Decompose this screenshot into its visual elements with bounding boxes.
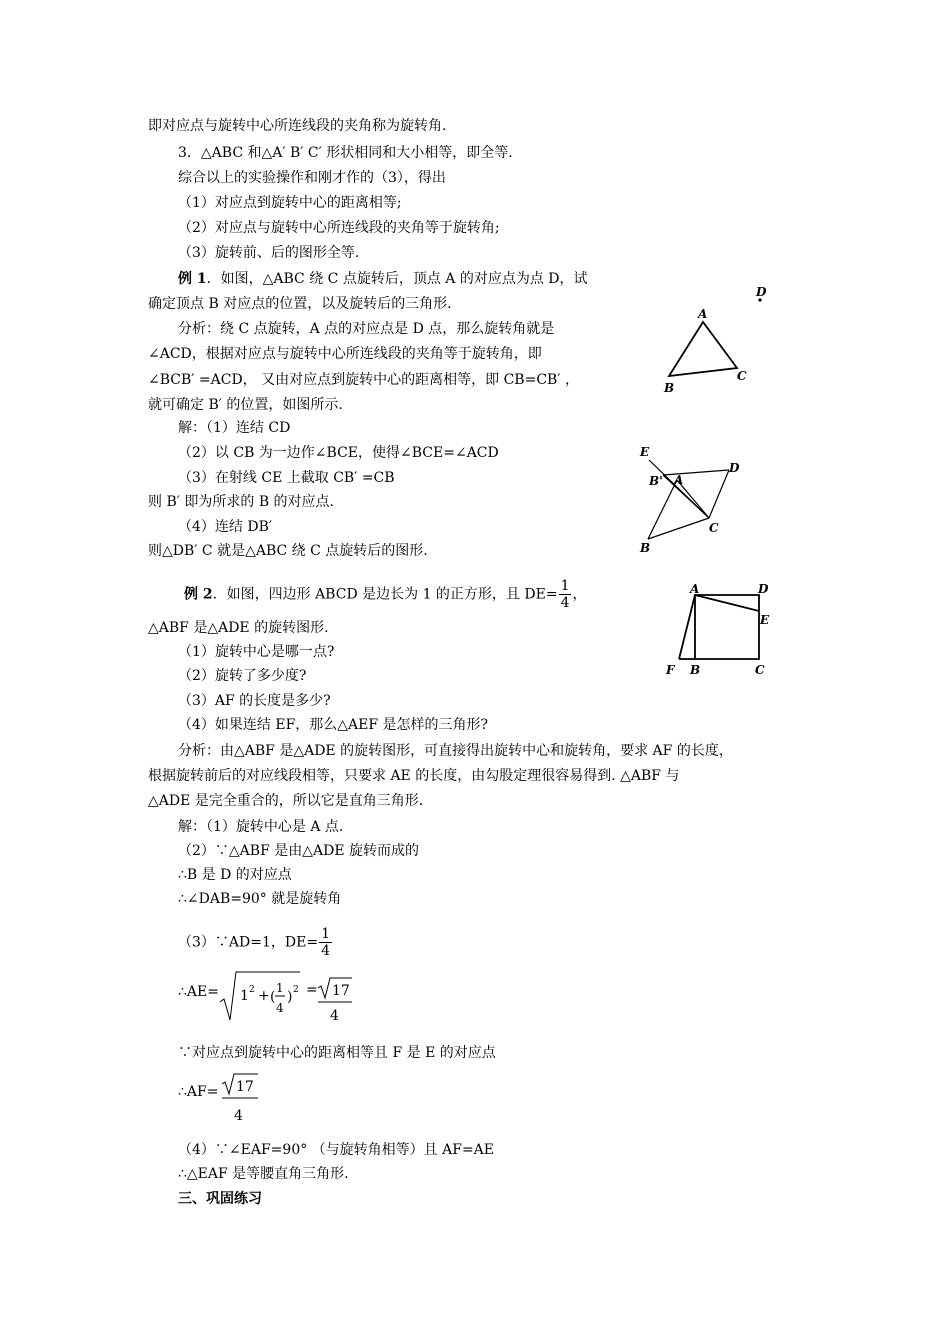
- af-label: ∴AF=: [178, 1084, 219, 1100]
- text-line: ∴B 是 D 的对应点: [178, 867, 292, 883]
- svg-text:B: B: [640, 541, 651, 555]
- svg-text:+: +: [258, 988, 270, 1004]
- svg-text:2: 2: [293, 985, 299, 995]
- svg-text:B: B: [690, 663, 701, 677]
- svg-text:F: F: [666, 663, 675, 677]
- text-line: 则△DB′ C 就是△ABC 绕 C 点旋转后的图形.: [148, 543, 428, 559]
- svg-text:4: 4: [330, 1008, 339, 1024]
- solution-de-line: （3）∵AD=1，DE= $\frac{1}{4}$: [178, 926, 330, 959]
- svg-text:17: 17: [332, 983, 350, 999]
- svg-text:E: E: [760, 613, 770, 627]
- text-line: ∴△EAF 是等腰直角三角形.: [178, 1166, 349, 1182]
- svg-text:D: D: [758, 582, 769, 596]
- text-line: （2）∵△ABF 是由△ADE 旋转而成的: [178, 843, 420, 859]
- af-formula: [218, 1072, 268, 1130]
- figure-triangle-abc: [655, 282, 785, 402]
- text-line: （3）旋转前、后的图形全等.: [178, 245, 360, 261]
- text-line: △ABF 是△ADE 的旋转图形.: [148, 620, 329, 636]
- svg-text:1: 1: [240, 988, 249, 1004]
- svg-text:2: 2: [249, 985, 255, 995]
- text-line: （2）对应点与旋转中心所连线段的夹角等于旋转角;: [178, 220, 500, 236]
- svg-text:=: =: [306, 982, 318, 998]
- text-line: 即对应点与旋转中心所连线段的夹角称为旋转角.: [148, 118, 447, 134]
- text-line: △ADE 是完全重合的，所以它是直角三角形.: [148, 793, 424, 809]
- svg-text:D: D: [729, 461, 740, 475]
- example-1-line: 例 1．如图，△ABC 绕 C 点旋转后，顶点 A 的对应点为点 D，试: [178, 271, 588, 287]
- example-2-line: 例 2．如图，四边形 ABCD 是边长为 1 的正方形，且 DE= $\frac{1}{4}$ ，: [184, 578, 587, 611]
- example-1-label: 例 1: [178, 271, 207, 287]
- figure-square-abcd: [660, 580, 780, 680]
- svg-text:C: C: [709, 521, 719, 535]
- svg-text:4: 4: [276, 1001, 284, 1015]
- svg-text:A: A: [690, 582, 700, 596]
- svg-text:C: C: [755, 663, 765, 677]
- ae-label: ∴AE=: [178, 984, 219, 1000]
- text-line: 综合以上的实验操作和刚才作的（3），得出: [178, 170, 446, 186]
- text-line: （2）旋转了多少度?: [178, 668, 307, 684]
- text-line: 解：（1）连结 CD: [178, 420, 291, 436]
- text-line: （4）如果连结 EF，那么△AEF 是怎样的三角形?: [178, 717, 489, 733]
- text-line: 就可确定 B′ 的位置，如图所示.: [148, 397, 343, 413]
- svg-text:A: A: [698, 307, 708, 321]
- text-line: ∠ACD，根据对应点与旋转中心所连线段的夹角等于旋转角，即: [148, 346, 542, 362]
- svg-text:B: B: [664, 381, 675, 395]
- text-line: （4）∵∠EAF=90° （与旋转角相等）且 AF=AE: [178, 1142, 495, 1158]
- text-line: （3）在射线 CE 上截取 CB′ =CB: [178, 470, 395, 486]
- text-line: 3．△ABC 和△A′ B′ C′ 形状相同和大小相等，即全等.: [178, 145, 513, 161]
- text-line: ∠BCB′ =ACD， 又由对应点到旋转中心的距离相等，即 CB=CB′ ，: [148, 372, 579, 388]
- text-line: 则 B′ 即为所求的 B 的对应点.: [148, 494, 335, 510]
- svg-text:C: C: [737, 369, 747, 383]
- text-line: （3）AF 的长度是多少?: [178, 693, 331, 709]
- svg-text:1: 1: [276, 981, 284, 995]
- section-heading: 三、巩固练习: [178, 1191, 262, 1207]
- text-line: （4）连结 DB′: [178, 519, 273, 535]
- svg-text:B': B': [649, 474, 663, 488]
- svg-text:(: (: [270, 989, 276, 1005]
- fraction-de-2: $\frac{1}{4}$: [321, 926, 330, 959]
- svg-text:A: A: [674, 473, 684, 487]
- text-line: 解：（1）旋转中心是 A 点.: [178, 819, 344, 835]
- svg-text:D: D: [756, 285, 767, 299]
- svg-text:17: 17: [236, 1079, 254, 1095]
- text-line: ∵对应点到旋转中心的距离相等且 F 是 E 的对应点: [178, 1045, 496, 1061]
- text-line: （1）旋转中心是哪一点?: [178, 644, 335, 660]
- text-line: ∴∠DAB=90° 就是旋转角: [178, 891, 342, 907]
- text-line: （2）以 CB 为一边作∠BCE，使得∠BCE=∠ACD: [178, 445, 499, 461]
- text-line: 确定顶点 B 对应点的位置，以及旋转后的三角形.: [148, 296, 452, 312]
- text-line: 根据旋转前后的对应线段相等，只要求 AE 的长度，由勾股定理很容易得到. △ABF 与: [148, 768, 680, 784]
- fraction-de: $\frac{1}{4}$: [560, 578, 570, 611]
- ae-formula: [218, 968, 358, 1026]
- example-2-label: 例 2: [184, 586, 213, 603]
- figure-rotation-construction: [633, 442, 753, 560]
- text-line: 分析：绕 C 点旋转，A 点的对应点是 D 点，那么旋转角就是: [178, 321, 555, 337]
- text-line: （1）对应点到旋转中心的距离相等;: [178, 195, 402, 211]
- text-line: 分析：由△ABF 是△ADE 的旋转图形，可直接得出旋转中心和旋转角，要求 AF 的长度，: [178, 743, 733, 759]
- svg-text:4: 4: [234, 1108, 243, 1124]
- svg-text:E: E: [640, 445, 650, 459]
- svg-text:): ): [287, 989, 293, 1005]
